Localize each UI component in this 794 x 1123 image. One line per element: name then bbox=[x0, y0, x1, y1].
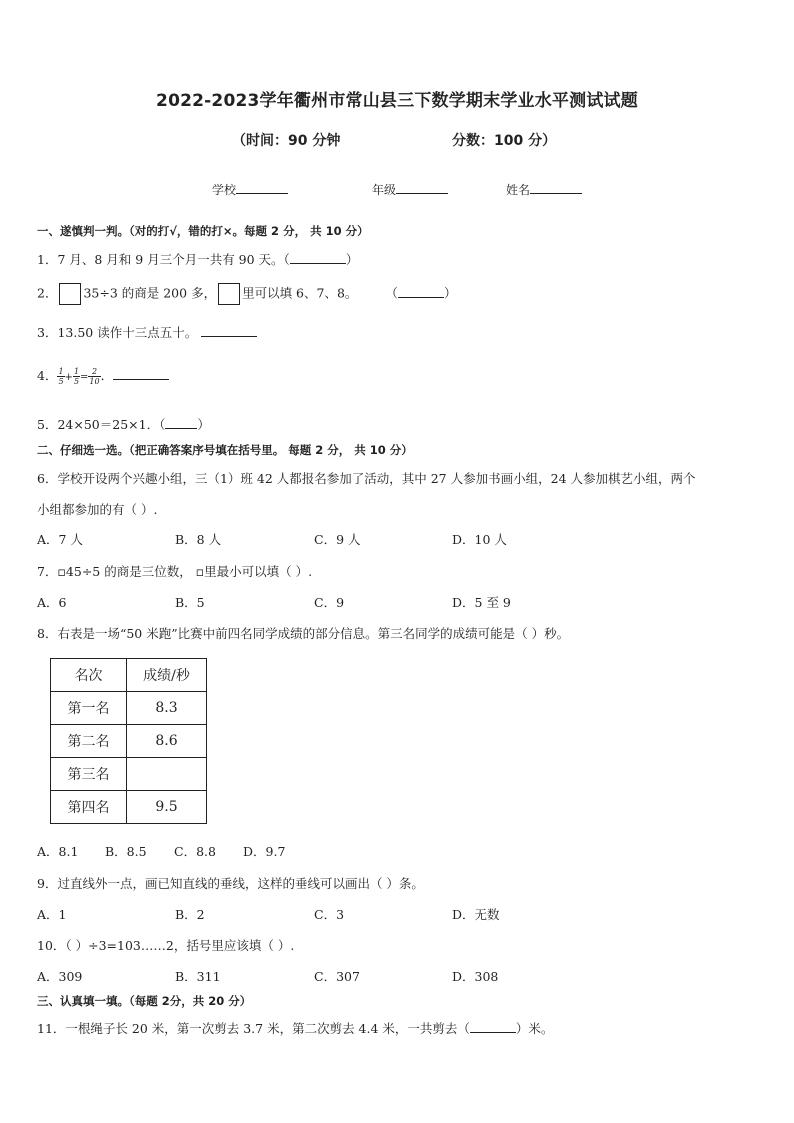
question-7: 7．▫45÷5 的商是三位数， ▫里最小可以填（ ）. bbox=[37, 564, 313, 579]
option-d: D．9.7 bbox=[243, 844, 286, 859]
answer-blank bbox=[113, 367, 169, 380]
question-8: 8．右表是一场“50 米跑”比赛中前四名同学成绩的部分信息。第三名同学的成绩可能是（ ）秒。 bbox=[37, 626, 570, 641]
school-field bbox=[212, 181, 288, 198]
question-11 bbox=[37, 1019, 553, 1037]
table-cell: 8.3 bbox=[127, 692, 207, 725]
option-a: A．7 人 bbox=[37, 532, 83, 547]
question-6-line-1: 6．学校开设两个兴趣小组，三（1）班 42 人都报名参加了活动，其中 27 人参加书画小组，24 人参加棋艺小组，两个 bbox=[37, 471, 696, 486]
question-5-end: ） bbox=[197, 417, 210, 432]
page-title: 2022-2023学年衢州市常山县三下数学期末学业水平测试试题 bbox=[156, 91, 638, 111]
question-2-end: 里可以填 6、7、8。 bbox=[242, 285, 358, 301]
question-1 bbox=[37, 250, 358, 268]
question-1-end: ） bbox=[345, 252, 359, 267]
option-d: D．308 bbox=[452, 969, 499, 984]
option-a: A．1 bbox=[37, 907, 67, 922]
square-box-icon bbox=[59, 283, 81, 305]
question-1-text: 1．7 月、8 月和 9 月三个月一共有 90 天。（ bbox=[37, 252, 290, 267]
question-4 bbox=[37, 366, 169, 386]
table-row bbox=[51, 692, 207, 725]
table-row bbox=[51, 758, 207, 791]
question-3 bbox=[37, 323, 257, 341]
question-3-text: 3．13.50 读作十三点五十。 bbox=[37, 325, 198, 340]
question-2-mid: 35÷3 的商是 200 多， bbox=[83, 285, 217, 301]
table-cell: 第一名 bbox=[51, 692, 127, 725]
option-a: A．309 bbox=[37, 969, 83, 984]
results-table bbox=[50, 658, 207, 824]
option-d: D．5 至 9 bbox=[452, 595, 511, 610]
answer-blank bbox=[165, 416, 197, 429]
question-4-num: 4． bbox=[37, 368, 58, 383]
answer-blank bbox=[398, 285, 444, 298]
question-10: 10．（ ）÷3=103……2，括号里应该填（ ）. bbox=[37, 938, 295, 953]
table-cell: 第二名 bbox=[51, 725, 127, 758]
answer-blank bbox=[290, 251, 346, 264]
grade-label: 年级 bbox=[372, 183, 397, 197]
grade-blank bbox=[396, 181, 448, 194]
period: ． bbox=[100, 368, 114, 383]
square-box-icon bbox=[218, 283, 240, 305]
table-row bbox=[51, 725, 207, 758]
fraction: $\frac{1}{5}$ bbox=[73, 367, 80, 386]
question-2 bbox=[37, 283, 456, 305]
option-c: C．307 bbox=[314, 969, 360, 984]
name-label: 姓名 bbox=[506, 183, 531, 197]
option-c: C．3 bbox=[314, 907, 345, 922]
fraction: $\frac{1}{5}$ bbox=[58, 367, 64, 386]
exam-score: 分数：100 分） bbox=[452, 133, 557, 149]
option-b: B．2 bbox=[175, 907, 205, 922]
question-5 bbox=[37, 415, 210, 433]
equals-sign: = bbox=[80, 372, 89, 383]
table-header: 成绩/秒 bbox=[127, 659, 207, 692]
table-cell: 8.6 bbox=[127, 725, 207, 758]
question-2-paren-close: ） bbox=[443, 285, 457, 301]
question-11-text: 11．一根绳子长 20 米，第一次剪去 3.7 米，第二次剪去 4.4 米，一共剪去（ bbox=[37, 1021, 470, 1036]
exam-time: （时间：90 分钟 bbox=[232, 133, 341, 149]
question-2-num: 2． bbox=[37, 285, 58, 301]
table-cell: 9.5 bbox=[127, 791, 207, 824]
option-b: B．8 人 bbox=[175, 532, 222, 547]
option-b: B．5 bbox=[175, 595, 205, 610]
fraction: $\frac{2}{10}$ bbox=[89, 367, 100, 386]
question-5-text: 5．24×50＝25×1．（ bbox=[37, 417, 166, 432]
name-blank bbox=[530, 181, 582, 194]
option-c: C．8.8 bbox=[174, 844, 216, 859]
school-label: 学校 bbox=[212, 183, 237, 197]
section-2-heading: 二、仔细选一选。（把正确答案序号填在括号里。 每题 2 分， 共 10 分） bbox=[37, 443, 413, 457]
option-c: C．9 bbox=[314, 595, 345, 610]
answer-blank bbox=[201, 324, 257, 337]
section-1-heading: 一、遂慎判一判。（对的打√，错的打×。每题 2 分， 共 10 分） bbox=[37, 224, 369, 238]
table-header: 名次 bbox=[51, 659, 127, 692]
option-a: A．8.1 bbox=[37, 844, 79, 859]
table-cell: 第四名 bbox=[51, 791, 127, 824]
option-b: B．311 bbox=[175, 969, 221, 984]
grade-field bbox=[372, 181, 448, 198]
name-field bbox=[506, 181, 582, 198]
option-d: D．无数 bbox=[452, 907, 500, 922]
option-a: A．6 bbox=[37, 595, 67, 610]
option-b: B．8.5 bbox=[105, 844, 147, 859]
section-3-heading: 三、认真填一填。（每题 2分，共 20 分） bbox=[37, 994, 252, 1008]
answer-blank bbox=[470, 1020, 516, 1033]
school-blank bbox=[236, 181, 288, 194]
question-2-paren-open: （ bbox=[385, 285, 398, 301]
question-9: 9．过直线外一点，画已知直线的垂线，这样的垂线可以画出（ ）条。 bbox=[37, 876, 424, 891]
option-d: D．10 人 bbox=[452, 532, 507, 547]
plus-sign: + bbox=[64, 372, 73, 383]
question-11-end: ）米。 bbox=[515, 1021, 554, 1036]
question-6-line-2: 小组都参加的有（ ）. bbox=[37, 502, 158, 517]
option-c: C．9 人 bbox=[314, 532, 361, 547]
table-header-row bbox=[51, 659, 207, 692]
table-cell: 第三名 bbox=[51, 758, 127, 791]
table-row bbox=[51, 791, 207, 824]
table-cell bbox=[127, 758, 207, 791]
